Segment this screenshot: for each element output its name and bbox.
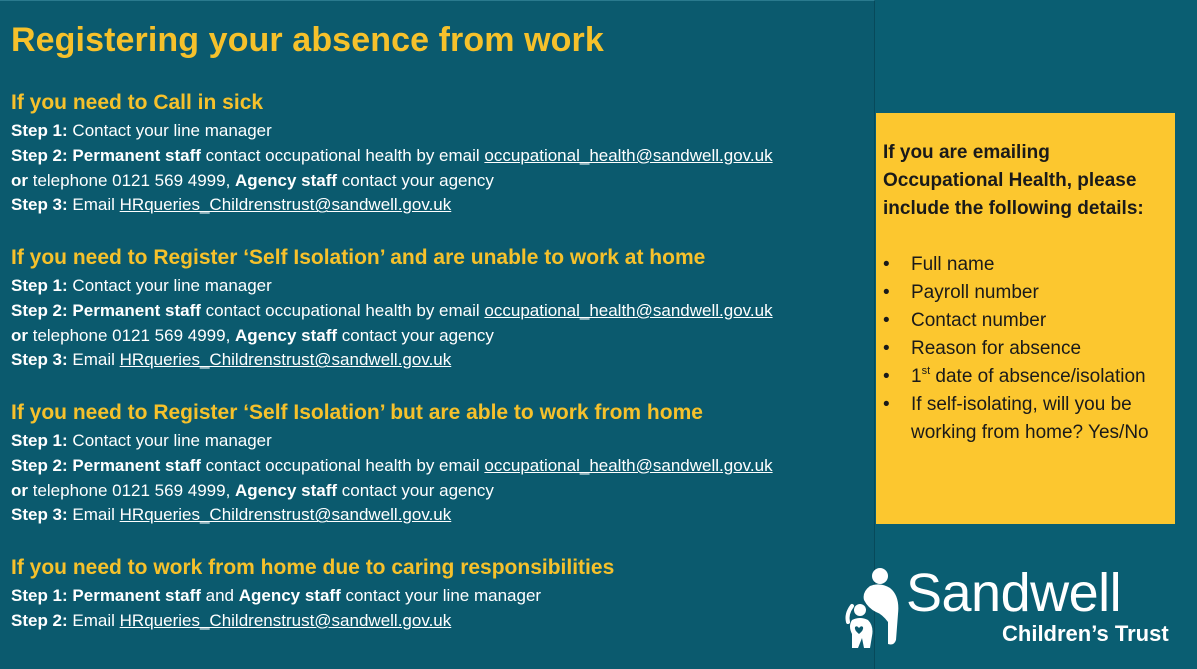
hr-queries-email-link[interactable]: HRqueries_Childrenstrust@sandwell.gov.uk <box>119 350 452 370</box>
step-3: Step 3: Email HRqueries_Childrenstrust@sandwell.gov.uk <box>11 505 452 525</box>
section-self-isolation-unable <box>11 244 773 373</box>
hr-queries-email-link[interactable]: HRqueries_Childrenstrust@sandwell.gov.uk <box>119 505 452 525</box>
bullet-icon: • <box>883 394 890 415</box>
step-1: Step 1: Permanent staff and Agency staff contact your line manager <box>11 586 542 605</box>
family-figures-icon <box>842 566 904 650</box>
bullet-icon: • <box>883 310 890 331</box>
logo-subtitle: Children’s Trust <box>1002 621 1169 646</box>
hr-queries-email-link[interactable]: HRqueries_Childrenstrust@sandwell.gov.uk <box>119 195 452 215</box>
occupational-health-email-link[interactable]: occupational_health@sandwell.gov.uk <box>484 455 773 475</box>
details-list <box>883 251 1165 447</box>
occupational-health-email-link[interactable]: occupational_health@sandwell.gov.uk <box>484 300 773 320</box>
bullet-icon: • <box>883 338 890 359</box>
list-item: • Payroll number <box>883 279 1165 307</box>
section-heading: If you need to Register ‘Self Isolation’ and are unable to work at home <box>11 246 706 269</box>
list-item: • Full name <box>883 251 1165 279</box>
occupational-health-email-link[interactable]: occupational_health@sandwell.gov.uk <box>484 145 773 165</box>
section-self-isolation-able <box>11 399 773 528</box>
step-2: Step 2: Permanent staff contact occupational health by email occupational_health@sandwell.gov.uk <box>11 145 773 165</box>
hr-queries-email-link[interactable]: HRqueries_Childrenstrust@sandwell.gov.uk <box>119 610 452 630</box>
page-title: Registering your absence from work <box>11 21 604 59</box>
bullet-icon: • <box>883 254 890 275</box>
step-3: Step 3: Email HRqueries_Childrenstrust@sandwell.gov.uk <box>11 350 452 370</box>
logo-name: Sandwell <box>906 563 1122 623</box>
section-heading: If you need to Register ‘Self Isolation’ but are able to work from home <box>11 401 703 424</box>
step-2: Step 2: Email HRqueries_Childrenstrust@sandwell.gov.uk <box>11 610 452 630</box>
section-call-in-sick <box>11 89 773 218</box>
bullet-icon: • <box>883 366 890 387</box>
step-2-continued: or telephone 0121 569 4999, Agency staff contact your agency <box>11 480 494 500</box>
list-item: • Reason for absence <box>883 335 1165 363</box>
occupational-health-details-box <box>876 113 1175 524</box>
step-1: Step 1: Contact your line manager <box>11 431 272 450</box>
step-1: Step 1: Contact your line manager <box>11 121 272 140</box>
info-box-intro: If you are emailing Occupational Health, please include the following details: <box>883 142 1144 219</box>
step-3: Step 3: Email HRqueries_Childrenstrust@sandwell.gov.uk <box>11 195 452 215</box>
list-item: • If self-isolating, will you be working from home? Yes/No <box>883 391 1165 447</box>
sandwell-childrens-trust-logo <box>842 562 1187 662</box>
list-item: • Contact number <box>883 307 1165 335</box>
section-heading: If you need to Call in sick <box>11 91 264 114</box>
step-2-continued: or telephone 0121 569 4999, Agency staff contact your agency <box>11 325 494 345</box>
section-heading: If you need to work from home due to caring responsibilities <box>11 556 615 579</box>
bullet-icon: • <box>883 282 890 303</box>
step-2: Step 2: Permanent staff contact occupational health by email occupational_health@sandwell.gov.uk <box>11 300 773 320</box>
step-1: Step 1: Contact your line manager <box>11 276 272 295</box>
step-2-continued: or telephone 0121 569 4999, Agency staff contact your agency <box>11 170 494 190</box>
step-2: Step 2: Permanent staff contact occupational health by email occupational_health@sandwell.gov.uk <box>11 455 773 475</box>
list-item: • 1st date of absence/isolation <box>883 363 1165 391</box>
section-caring-responsibilities <box>11 554 614 634</box>
